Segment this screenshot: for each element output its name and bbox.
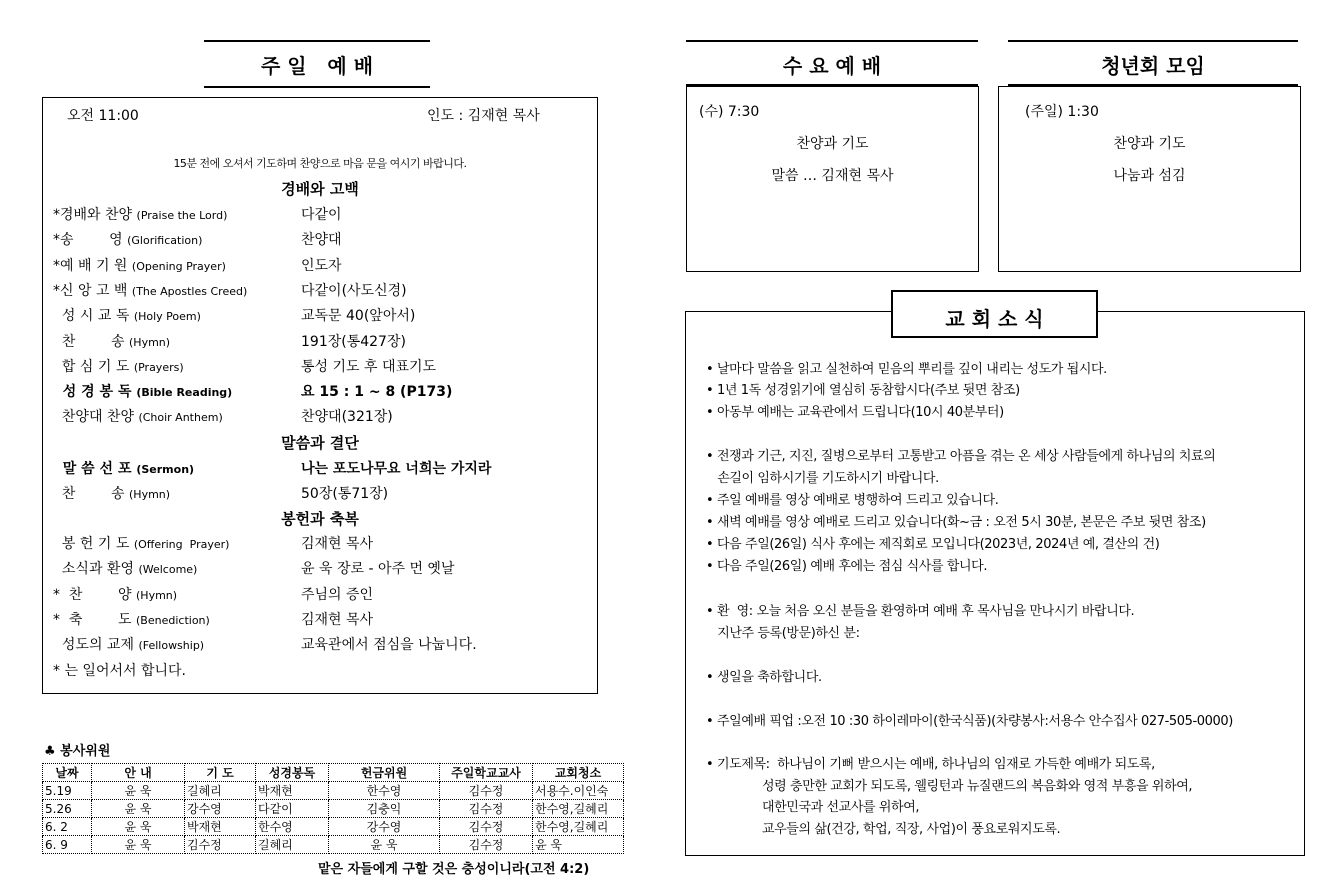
order-value: 요 15 : 1 ~ 8 (P173): [301, 384, 453, 401]
section-word-decision: 말씀과 결단: [281, 434, 359, 452]
list-item: • 다음 주일(26일) 예배 후에는 점심 식사를 합니다.: [706, 559, 988, 574]
committee-cell: 한수영,길혜리: [533, 800, 624, 818]
list-item: • 다음 주일(26일) 식사 후에는 제직회로 모입니다(2023년, 2024년 예, 결산의 건): [706, 537, 1160, 552]
committee-cell: 김수정: [185, 836, 256, 854]
order-label-en: (Sermon): [136, 463, 195, 476]
table-row: [43, 782, 624, 800]
order-label-ko: 성 경 봉 독: [53, 384, 132, 401]
wednesday-time: (수) 7:30: [699, 104, 760, 120]
order-value: 50장(통71장): [301, 486, 389, 503]
service-committee-title: ♣ 봉사위원: [44, 744, 111, 759]
order-label-ko: 찬 송: [53, 486, 125, 503]
service-committee-table: [42, 763, 624, 854]
committee-verse: 맡은 자들에게 구할 것은 충성이니라(고전 4:2): [318, 862, 590, 877]
committee-cell: 한수영: [256, 818, 329, 836]
order-value: 윤 욱 장로 - 아주 먼 옛날: [301, 561, 455, 578]
sunday-worship-title: 주 일 예 배: [260, 54, 374, 78]
youth-line-sharing: 나눔과 섬김: [1113, 168, 1186, 184]
order-label-en: (Bible Reading): [136, 386, 233, 400]
order-label-en: (Holy Poem): [133, 310, 201, 324]
committee-header-cell: 주일학교교사: [440, 764, 533, 782]
order-value: 교육관에서 점심을 나눕니다.: [301, 637, 477, 654]
youth-meeting-title: 청년회 모임: [1101, 54, 1205, 78]
order-label-ko: 성도의 교제: [53, 637, 134, 654]
order-label-ko: 합 심 기 도: [53, 358, 130, 375]
order-label-en: (Welcome): [138, 563, 198, 577]
list-item: 성령 충만한 교회가 되도록, 웰링턴과 뉴질랜드의 복음화와 영적 부흥을 위하여,: [706, 779, 1193, 794]
order-label-en: (Offering Prayer): [133, 538, 230, 551]
order-value: 김재현 목사: [301, 536, 374, 552]
service-time: 오전 11:00: [67, 108, 139, 124]
committee-cell: 박재현: [185, 818, 256, 836]
wednesday-worship-header: [686, 40, 978, 86]
order-label-en: (Benediction): [136, 613, 210, 627]
list-item: • 기도제목: 하나님이 기뻐 받으시는 예배, 하나님의 임재로 가득한 예배가 되도록,: [706, 757, 1155, 772]
committee-header-cell: 헌금위원: [329, 764, 440, 782]
table-row: [43, 800, 624, 818]
order-label-en: (The Apostles Creed): [131, 284, 248, 298]
order-value: 교독문 40(앞아서): [301, 308, 416, 325]
committee-cell: 길혜리: [185, 782, 256, 800]
youth-meeting-box: [998, 86, 1301, 272]
list-item: 교우들의 삶(건강, 학업, 직장, 사업)이 풍요로워지도록.: [706, 822, 1061, 837]
order-value: 찬양대(321장): [301, 409, 393, 426]
order-label: [53, 381, 232, 401]
list-item: 손길이 임하시기를 기도하시기 바랍니다.: [706, 471, 939, 486]
committee-cell: 윤 욱: [92, 836, 185, 854]
committee-header-cell: 날짜: [43, 764, 92, 782]
order-label: [53, 305, 201, 325]
committee-cell: 강수영: [185, 800, 256, 818]
order-label-ko: *예 배 기 원: [53, 257, 128, 274]
list-item: • 주일 예배를 영상 예배로 병행하여 드리고 있습니다.: [706, 493, 999, 508]
list-item: • 1년 1독 성경읽기에 열심히 동참합시다(주보 뒷면 참조): [706, 383, 1020, 398]
order-label-en: (Opening Prayer): [131, 259, 226, 273]
section-offering-blessing: 봉헌과 축복: [281, 510, 359, 528]
wednesday-worship-title: 수 요 예 배: [782, 54, 882, 78]
list-item: • 새벽 예배를 영상 예배로 드리고 있습니다(화~금 : 오전 5시 30분, 본문은 주보 뒷면 참조): [706, 515, 1206, 530]
committee-header-cell: 성경봉독: [256, 764, 329, 782]
order-label: [53, 609, 210, 629]
order-value: 191장(통427장): [301, 333, 406, 350]
standing-note: * 는 일어서서 합니다.: [53, 663, 186, 679]
church-news-title: 교 회 소 식: [945, 307, 1044, 331]
youth-line-praise: 찬양과 기도: [1113, 136, 1186, 152]
order-label: [53, 255, 226, 275]
list-item: • 주일예배 픽업 :오전 10 :30 하이레마이(한국식품)(차량봉사:서용수 안수집사 027-505-0000): [706, 714, 1233, 729]
church-news-title-box: [891, 290, 1098, 338]
order-label-en: (Hymn): [136, 588, 178, 602]
committee-cell: 김수정: [440, 836, 533, 854]
section-worship-confession: 경배와 고백: [281, 180, 359, 198]
header-top-rule: [686, 40, 978, 42]
order-label-ko: * 축 도: [53, 611, 132, 628]
order-label-ko: *신 앙 고 백: [53, 282, 128, 299]
committee-cell: 김수정: [440, 800, 533, 818]
committee-cell: 6. 2: [43, 818, 92, 836]
preparation-notice: 15분 전에 오셔서 기도하며 찬양으로 마음 문을 여시기 바랍니다.: [173, 157, 467, 170]
order-label: [53, 331, 170, 351]
table-row: [43, 836, 624, 854]
order-value: 통성 기도 후 대표기도: [301, 358, 437, 375]
order-value: 다같이(사도신경): [301, 282, 407, 299]
order-label-en: (Hymn): [129, 335, 171, 349]
list-item: • 환 영: 오늘 처음 오신 분들을 환영하며 예배 후 목사님을 만나시기 바랍니다.: [706, 604, 1135, 619]
list-item: • 날마다 말씀을 읽고 실천하여 믿음의 뿌리를 깊이 내리는 성도가 됩시다.: [706, 362, 1107, 377]
order-label-ko: 말 씀 선 포: [53, 461, 132, 477]
committee-header-cell: 교회청소: [533, 764, 624, 782]
committee-cell: 윤 욱: [329, 836, 440, 854]
order-label-ko: 찬 송: [53, 333, 125, 350]
order-label: [53, 406, 223, 426]
committee-cell: 6. 9: [43, 836, 92, 854]
youth-time: (주일) 1:30: [1025, 104, 1099, 120]
committee-header-cell: 기 도: [185, 764, 256, 782]
order-label: [53, 483, 170, 503]
wednesday-line-sermon: 말씀 … 김재현 목사: [771, 168, 894, 184]
table-row: [43, 818, 624, 836]
committee-cell: 김충익: [329, 800, 440, 818]
order-label: [53, 533, 229, 553]
order-label: [53, 204, 227, 224]
list-item: • 아동부 예배는 교육관에서 드립니다(10시 40분부터): [706, 405, 1004, 420]
order-value: 다같이: [301, 207, 342, 223]
committee-cell: 윤 욱: [92, 800, 185, 818]
order-label-ko: 봉 헌 기 도: [53, 536, 130, 552]
order-label-ko: 성 시 교 독: [53, 308, 130, 325]
wednesday-worship-box: [686, 86, 979, 272]
committee-cell: 김수정: [440, 782, 533, 800]
order-value: 주님의 증인: [301, 586, 374, 603]
order-label-en: (Choir Anthem): [138, 411, 223, 425]
list-item: • 생일을 축하합니다.: [706, 670, 822, 685]
committee-cell: 한수영: [329, 782, 440, 800]
header-top-rule: [204, 40, 430, 42]
order-label: [53, 356, 184, 376]
order-label-en: (Glorification): [127, 234, 203, 248]
youth-meeting-header: [1008, 40, 1298, 86]
committee-cell: 길혜리: [256, 836, 329, 854]
header-top-rule: [1008, 40, 1298, 42]
order-value: 인도자: [301, 257, 342, 274]
committee-cell: 5.26: [43, 800, 92, 818]
order-label-en: (Praise the Lord): [136, 209, 228, 222]
order-label: [53, 229, 202, 249]
committee-cell: 김수정: [440, 818, 533, 836]
order-label: [53, 634, 204, 654]
order-label-ko: *송 영: [53, 232, 123, 249]
committee-cell: 5.19: [43, 782, 92, 800]
committee-cell: 윤 욱: [92, 782, 185, 800]
committee-cell: 강수영: [329, 818, 440, 836]
list-item: • 전쟁과 기근, 지진, 질병으로부터 고통받고 아픔을 겪는 온 세상 사람들에게 하나님의 치료의: [706, 449, 1216, 464]
order-label: [53, 280, 247, 300]
order-label-ko: *경배와 찬양: [53, 207, 133, 223]
order-label: [53, 558, 197, 578]
order-label-ko: 찬양대 찬양: [53, 409, 134, 426]
order-label: [53, 584, 177, 604]
committee-cell: 윤 욱: [533, 836, 624, 854]
order-value: 찬양대: [301, 232, 342, 249]
committee-cell: 박재현: [256, 782, 329, 800]
order-label-ko: * 찬 양: [53, 586, 132, 603]
order-label-en: (Hymn): [129, 488, 171, 502]
service-leader: 인도 : 김재현 목사: [427, 108, 540, 124]
order-label-ko: 소식과 환영: [53, 561, 134, 578]
committee-cell: 윤 욱: [92, 818, 185, 836]
order-label-en: (Prayers): [133, 360, 184, 374]
order-label: [53, 458, 194, 478]
committee-cell: 서용수.이인숙: [533, 782, 624, 800]
order-value: 김재현 목사: [301, 611, 374, 628]
sunday-order-box: [42, 97, 598, 694]
sunday-worship-header: [204, 40, 430, 88]
list-item: 대한민국과 선교사를 위하여,: [706, 800, 920, 815]
committee-cell: 한수영,길혜리: [533, 818, 624, 836]
list-item: 지난주 등록(방문)하신 분:: [706, 626, 860, 641]
committee-cell: 다같이: [256, 800, 329, 818]
committee-header-cell: 안 내: [92, 764, 185, 782]
order-value: 나는 포도나무요 너희는 가지라: [301, 461, 492, 477]
church-news-box: [685, 311, 1305, 856]
wednesday-line-praise: 찬양과 기도: [796, 136, 869, 152]
order-label-en: (Fellowship): [138, 639, 205, 653]
header-bottom-rule: [204, 86, 430, 88]
